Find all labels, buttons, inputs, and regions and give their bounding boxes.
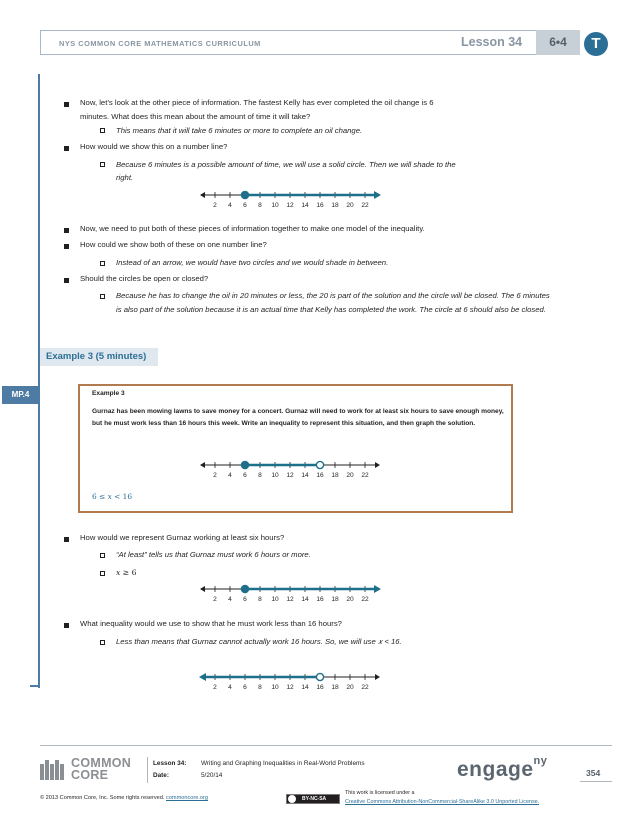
- tick-label: 20: [346, 684, 354, 691]
- page-number: 354: [586, 768, 601, 778]
- tick-label: 10: [271, 596, 279, 603]
- bullet-text-7: What inequality would we use to show that he must work less than 16 hours?: [80, 619, 342, 628]
- lesson-date: 5/20/14: [201, 772, 223, 779]
- answer-text-2-cont: right.: [116, 173, 134, 182]
- tick-label: 6: [243, 596, 247, 603]
- logo-line-2: CORE: [71, 768, 109, 782]
- example-title: Example 3: [92, 390, 125, 397]
- tick-label: 20: [346, 596, 354, 603]
- tick-label: 16: [316, 684, 324, 691]
- tick-label: 12: [286, 472, 294, 479]
- brand-sup: ny: [533, 755, 548, 767]
- brand-text: engage: [457, 758, 534, 781]
- tick-label: 18: [331, 596, 339, 603]
- tick-label: 12: [286, 596, 294, 603]
- open-endpoint: [316, 673, 323, 680]
- sub-bullet-icon: [100, 261, 105, 266]
- tick-label: 10: [271, 472, 279, 479]
- example-heading: Example 3 (5 minutes): [40, 348, 158, 366]
- example-answer: 6 ≤ 𝑥 < 16: [92, 492, 133, 501]
- tick-label: 2: [213, 596, 217, 603]
- bullet-text-1-cont: minutes. What does this mean about the amount of time it will take?: [80, 112, 311, 121]
- sub-bullet-icon: [100, 162, 105, 167]
- axis-arrow-right: [375, 674, 380, 680]
- cc-badge-text: BY-NC-SA: [302, 796, 327, 802]
- margin-rule-end: [30, 685, 40, 687]
- tick-label: 22: [361, 202, 369, 209]
- answer-text-1: This means that it will take 6 minutes or more to complete an oil change.: [116, 126, 363, 135]
- copyright: [40, 793, 208, 804]
- tick-label: 16: [316, 472, 324, 479]
- sub-bullet-icon: [100, 294, 105, 299]
- copyright-link[interactable]: commoncore.org: [166, 795, 208, 801]
- tick-label: 10: [271, 684, 279, 691]
- license-link[interactable]: Creative Commons Attribution-NonCommercial-ShareAlike 3.0 Unported License.: [345, 799, 540, 805]
- axis-arrow-left: [200, 462, 205, 468]
- tick-label: 4: [228, 202, 232, 209]
- bullet-text-4: How could we show both of these on one number line?: [80, 240, 267, 249]
- tick-label: 16: [316, 202, 324, 209]
- tick-label: 6: [243, 684, 247, 691]
- tick-label: 6: [243, 202, 247, 209]
- date-label: Date:: [153, 772, 169, 779]
- sub-bullet-icon: [100, 640, 105, 645]
- answer-text-6a: “At least” tells us that Gurnaz must work 6 hours or more.: [116, 550, 311, 559]
- tick-label: 14: [301, 472, 309, 479]
- tick-label: 8: [258, 202, 262, 209]
- copyright-text: © 2013 Common Core, Inc. Some rights reserved.: [40, 795, 165, 801]
- tick-label: 18: [331, 202, 339, 209]
- number-line-4: [190, 670, 390, 694]
- tick-label: 12: [286, 684, 294, 691]
- tick-label: 14: [301, 596, 309, 603]
- closed-endpoint: [241, 585, 248, 592]
- curriculum-title: NYS COMMON CORE MATHEMATICS CURRICULUM: [59, 39, 261, 48]
- logo-line-1: COMMON: [71, 756, 132, 770]
- answer-text-2: Because 6 minutes is a possible amount of time, we will use a solid circle. Then we will shade to the: [116, 160, 456, 169]
- lesson-title: Writing and Graphing Inequalities in Real-World Problems: [201, 760, 365, 767]
- tick-label: 2: [213, 472, 217, 479]
- example-problem: Gurnaz has been mowing lawns to save money for a concert. Gurnaz will need to work for at least six hours to save enough money, but he must work less than 16 hours this week. Write an inequality to represent this situation, and then graph the solution.: [92, 408, 504, 427]
- shading-arrow-right: [374, 191, 381, 199]
- cc-license-badge: [286, 794, 340, 804]
- tick-label: 2: [213, 202, 217, 209]
- tick-label: 14: [301, 202, 309, 209]
- tick-label: 16: [316, 596, 324, 603]
- tick-label: 12: [286, 202, 294, 209]
- common-core-logo: [71, 757, 131, 781]
- tick-label: 8: [258, 472, 262, 479]
- bullet-text-3: Now, we need to put both of these pieces of information together to make one model of the inequality.: [80, 224, 425, 233]
- teacher-edition-badge: T: [584, 32, 608, 56]
- bullet-text-5: Should the circles be open or closed?: [80, 274, 209, 283]
- answer-text-6b: 𝑥 ≥ 6: [116, 568, 137, 577]
- bullet-text-6: How would we represent Gurnaz working at least six hours?: [80, 533, 285, 542]
- answer-text-7: Less than means that Gurnaz cannot actually work 16 hours. So, we will use 𝑥 < 16.: [116, 637, 402, 646]
- bullet-icon: [64, 623, 69, 628]
- tick-label: 22: [361, 596, 369, 603]
- answer-text-5: Because he has to change the oil in 20 minutes or less, the 20 is part of the solution and the circle will be closed. The 6 minutes is also part of the solution because it is an actual time that Kelly has completed the work. The circle at 6 should also be closed.: [116, 291, 550, 314]
- footer-divider: [40, 745, 612, 746]
- number-line-1: [190, 188, 390, 212]
- tick-label: 14: [301, 684, 309, 691]
- tick-label: 18: [331, 472, 339, 479]
- number-line-3: [190, 582, 390, 606]
- tick-label: 18: [331, 684, 339, 691]
- bullet-icon: [64, 537, 69, 542]
- shading-arrow-right: [374, 585, 381, 593]
- tick-label: 6: [243, 472, 247, 479]
- number-line-2: [190, 458, 390, 482]
- tick-label: 22: [361, 472, 369, 479]
- tick-label: 20: [346, 202, 354, 209]
- axis-arrow-left: [200, 586, 205, 592]
- lesson-label: Lesson 34:: [153, 760, 187, 767]
- bullet-icon: [64, 228, 69, 233]
- sub-bullet-icon: [100, 128, 105, 133]
- sub-bullet-icon: [100, 571, 105, 576]
- bullet-icon: [64, 102, 69, 107]
- bullet-text-2: How would we show this on a number line?: [80, 142, 228, 151]
- cc-icon: [288, 795, 296, 803]
- example-box: [78, 384, 513, 513]
- bullet-icon: [64, 278, 69, 283]
- tick-label: 4: [228, 472, 232, 479]
- tick-label: 10: [271, 202, 279, 209]
- engageny-logo: [457, 755, 548, 782]
- closed-endpoint: [241, 191, 248, 198]
- axis-arrow-right: [375, 462, 380, 468]
- tick-label: 2: [213, 684, 217, 691]
- bullet-icon: [64, 244, 69, 249]
- tick-label: 4: [228, 596, 232, 603]
- open-endpoint: [316, 461, 323, 468]
- axis-arrow-left: [200, 192, 205, 198]
- shading-arrow-left: [199, 673, 206, 681]
- tick-label: 8: [258, 684, 262, 691]
- tick-label: 22: [361, 684, 369, 691]
- tick-label: 4: [228, 684, 232, 691]
- bullet-text-1: Now, let’s look at the other piece of information. The fastest Kelly has ever completed the oil change is 6: [80, 98, 434, 107]
- answer-text-4: Instead of an arrow, we would have two circles and we would shade in between.: [116, 258, 389, 267]
- tick-label: 20: [346, 472, 354, 479]
- tick-label: 8: [258, 596, 262, 603]
- math-practice-badge: MP.4: [2, 386, 39, 404]
- lesson-number: Lesson 34: [461, 35, 523, 49]
- closed-endpoint: [241, 461, 248, 468]
- bullet-icon: [64, 146, 69, 151]
- sub-bullet-icon: [100, 553, 105, 558]
- license-text-line-1: This work is licensed under a: [345, 790, 415, 796]
- footer-separator: [147, 757, 148, 783]
- grade-badge: 6•4: [536, 30, 580, 55]
- page-number-rule: [580, 781, 612, 782]
- margin-rule: [38, 74, 40, 688]
- page-header: [40, 30, 580, 55]
- common-core-logo-icon: [40, 760, 66, 780]
